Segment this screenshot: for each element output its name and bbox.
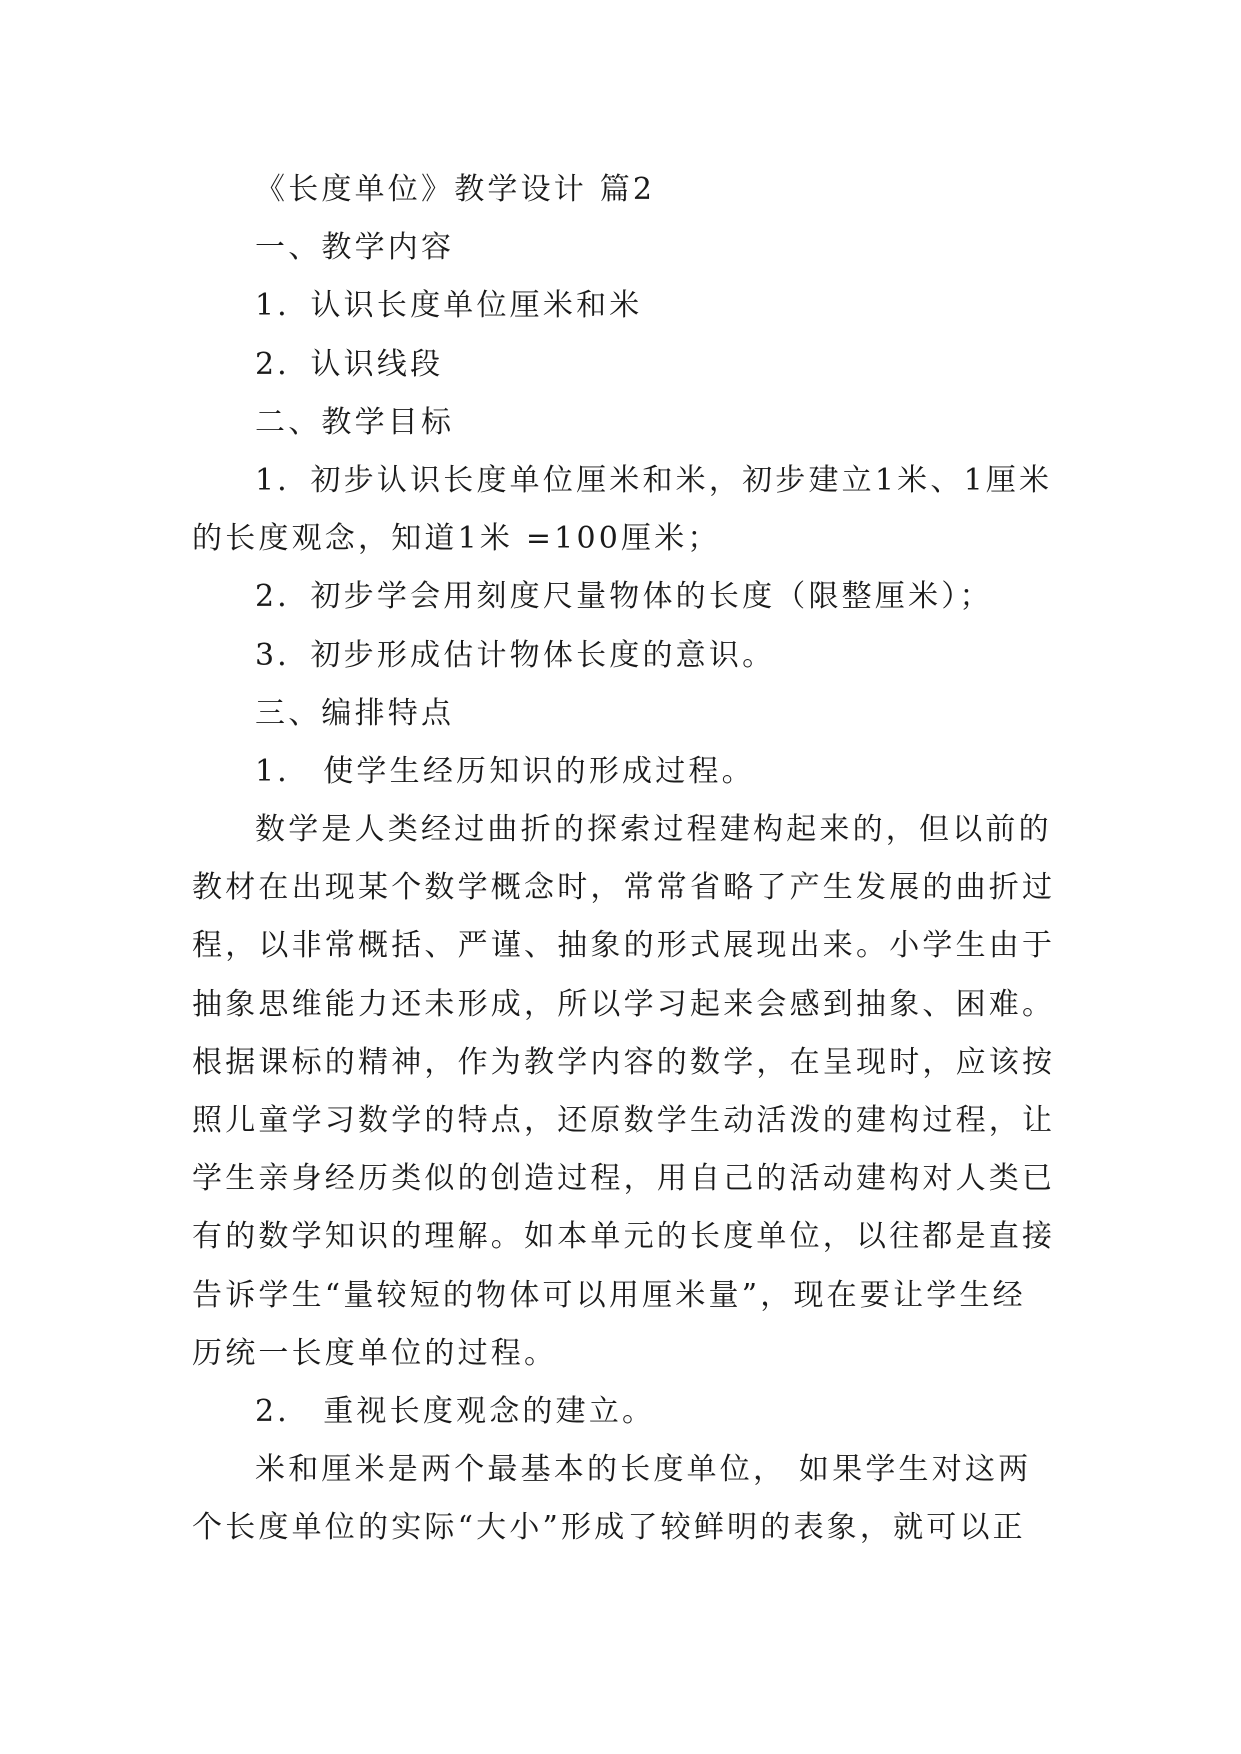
paragraph-line: 根据课标的精神，作为教学内容的数学，在呈现时，应该按 [192, 1044, 1056, 1080]
subheading: 1． 使学生经历知识的形成过程。 [255, 753, 755, 789]
paragraph-line: 照儿童学习数学的特点，还原数学生动活泼的建构过程，让 [192, 1103, 1056, 1138]
list-item: 3．初步形成估计物体长度的意识。 [255, 637, 776, 673]
paragraph-line: 程，以非常概括、严谨、抽象的形式展现出来。小学生由于 [192, 928, 1056, 964]
section-heading-content: 一、教学内容 [255, 230, 455, 266]
list-item: 1．初步认识长度单位厘米和米，初步建立1米、1厘米 [255, 462, 1053, 498]
list-item: 2．认识线段 [255, 346, 444, 382]
section-heading-goals: 二、教学目标 [255, 404, 455, 440]
list-item: 1．认识长度单位厘米和米 [255, 288, 643, 324]
paragraph-line: 教材在出现某个数学概念时，常常省略了产生发展的曲折过 [192, 870, 1056, 906]
section-heading-features: 三、编排特点 [255, 695, 455, 731]
paragraph-line: 米和厘米是两个最基本的长度单位， 如果学生对这两 [255, 1452, 1032, 1488]
list-item-continuation: 的长度观念，知道1米 =100厘米； [192, 521, 721, 557]
subheading: 2． 重视长度观念的建立。 [255, 1393, 656, 1429]
paragraph-line: 数学是人类经过曲折的探索过程建构起来的，但以前的 [255, 812, 1052, 848]
paragraph-line: 有的数学知识的理解。如本单元的长度单位，以往都是直接 [192, 1219, 1056, 1255]
paragraph-line: 个长度单位的实际“大小”形成了较鲜明的表象，就可以正 [192, 1510, 1026, 1546]
paragraph-line: 历统一长度单位的过程。 [192, 1335, 558, 1371]
list-item: 2．初步学会用刻度尺量物体的长度（限整厘米）； [255, 579, 993, 615]
document-title: 《长度单位》教学设计 篇2 [255, 172, 656, 207]
paragraph-line: 抽象思维能力还未形成，所以学习起来会感到抽象、困难。 [192, 986, 1056, 1022]
paragraph-line: 学生亲身经历类似的创造过程，用自己的活动建构对人类已 [192, 1161, 1056, 1197]
paragraph-line: 告诉学生“量较短的物体可以用厘米量”，现在要让学生经 [192, 1277, 1026, 1313]
document-body [192, 161, 1056, 1558]
